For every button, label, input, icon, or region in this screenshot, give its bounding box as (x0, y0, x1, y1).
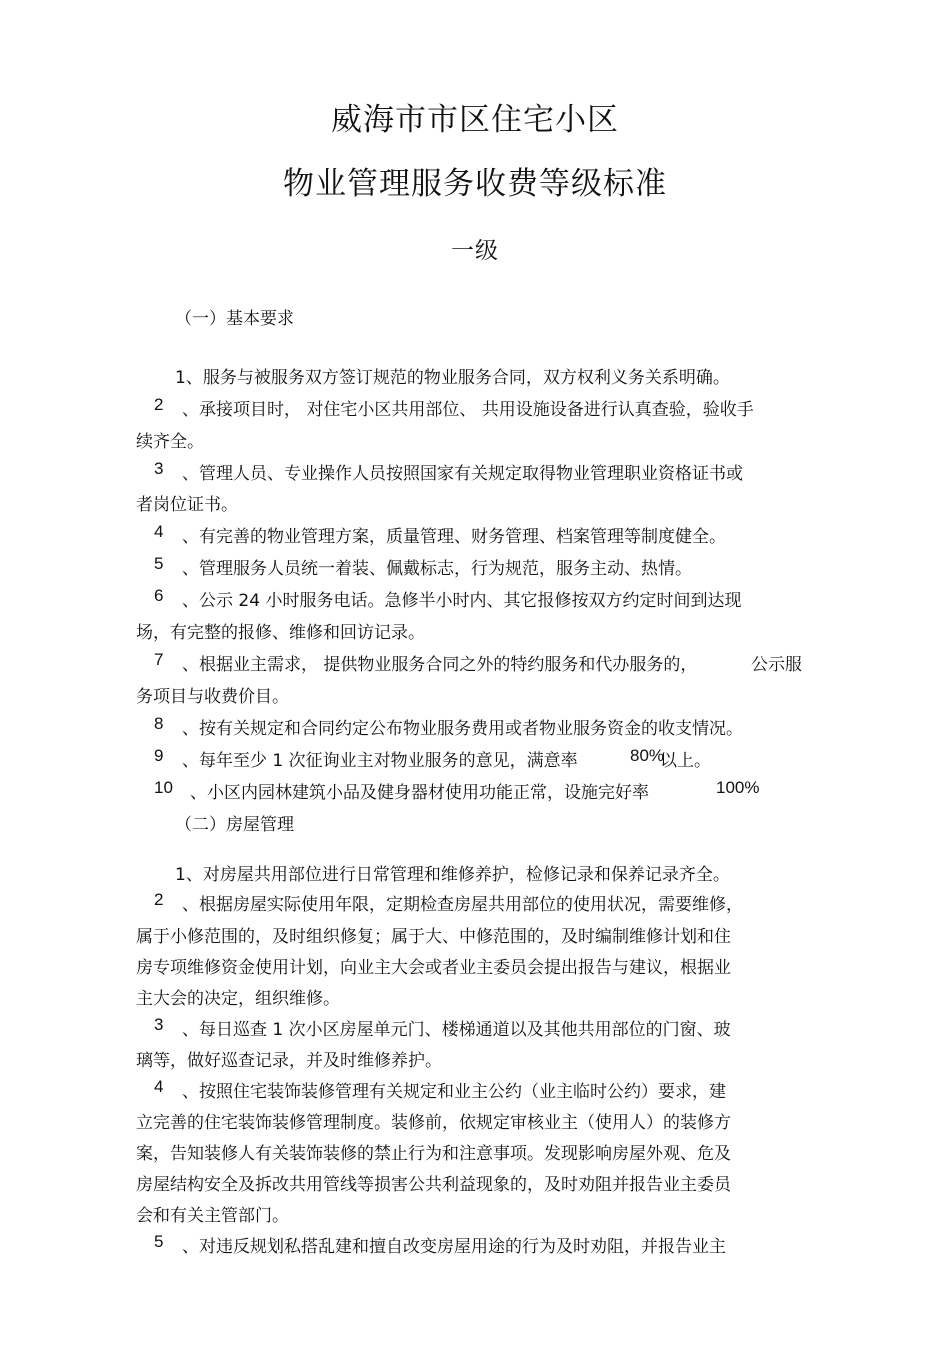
section1-heading: （一）基本要求 (175, 309, 294, 329)
s2-item-4-text-cont1: 立完善的住宅装饰装修管理制度。装修前，依规定审核业主（使用人）的装修方 (136, 1113, 731, 1133)
s2-item-2-text-cont3: 主大会的决定，组织维修。 (136, 989, 340, 1009)
s2-item-2-text-cont2: 房专项维修资金使用计划，向业主大会或者业主委员会提出报告与建议，根据业 (136, 958, 731, 978)
s1-item-2-number: 2 (154, 395, 164, 414)
s1-item-9-text-end: 以上。 (660, 751, 711, 771)
s2-item-1: 1、对房屋共用部位进行日常管理和维修养护，检修记录和保养记录齐全。 (175, 865, 730, 885)
s2-item-4-number: 4 (154, 1077, 164, 1096)
s2-item-3-text-cont: 璃等，做好巡查记录，并及时维修养护。 (136, 1051, 442, 1071)
s2-item-2-number: 2 (154, 890, 164, 909)
s1-item-6-number: 6 (154, 586, 164, 605)
s1-item-7-text-end: 公示服 (751, 655, 802, 675)
level-heading: 一级 (451, 238, 499, 264)
s1-item-6-text-cont: 场，有完整的报修、维修和回访记录。 (136, 623, 425, 643)
s1-item-4-text: 、有完善的物业管理方案，质量管理、财务管理、档案管理等制度健全。 (182, 527, 726, 547)
s1-item-9-text: 、每年至少 1 次征询业主对物业服务的意见，满意率 (182, 751, 578, 771)
s1-item-4-number: 4 (154, 522, 164, 541)
s1-item-10-number: 10 (154, 778, 173, 797)
s2-item-2-text-cont1: 属于小修范围的，及时组织修复；属于大、中修范围的，及时编制维修计划和住 (136, 927, 731, 947)
s1-item-7-number: 7 (154, 650, 164, 669)
s1-item-8-number: 8 (154, 714, 164, 733)
s2-item-5-text: 、对违反规划私搭乱建和擅自改变房屋用途的行为及时劝阻，并报告业主 (182, 1237, 726, 1257)
s2-item-4-text-cont4: 会和有关主管部门。 (136, 1206, 289, 1226)
section2-heading: （二）房屋管理 (175, 815, 294, 835)
s2-item-4-text-cont3: 房屋结构安全及拆改共用管线等损害公共利益现象的，及时劝阻并报告业主委员 (136, 1175, 731, 1195)
s2-item-4-text: 、按照住宅装饰装修管理有关规定和业主公约（业主临时公约）要求，建 (182, 1082, 726, 1102)
s1-item-2-text-cont: 续齐全。 (136, 432, 204, 452)
s1-item-9-number: 9 (154, 746, 164, 765)
s1-item-5-number: 5 (154, 554, 164, 573)
s2-item-2-text: 、根据房屋实际使用年限，定期检查房屋共用部位的使用状况，需要维修， (182, 895, 743, 915)
s2-item-3-text: 、每日巡查 1 次小区房屋单元门、楼梯通道以及其他共用部位的门窗、玻 (182, 1020, 731, 1040)
s1-item-5-text: 、管理服务人员统一着装、佩戴标志，行为规范，服务主动、热情。 (182, 559, 692, 579)
s1-item-6-text: 、公示 24 小时服务电话。急修半小时内、其它报修按双方约定时间到达现 (182, 591, 742, 611)
s2-item-3-number: 3 (154, 1015, 164, 1034)
s1-item-7-text: 、根据业主需求， 提供物业服务合同之外的特约服务和代办服务的， (182, 655, 698, 675)
s1-item-3-number: 3 (154, 459, 164, 478)
s1-item-3-text: 、管理人员、专业操作人员按照国家有关规定取得物业管理职业资格证书或 (182, 464, 743, 484)
s1-item-10-percent: 100% (716, 778, 760, 797)
s1-item-3-text-cont: 者岗位证书。 (136, 495, 238, 515)
s1-item-7-text-cont: 务项目与收费价目。 (136, 687, 289, 707)
s1-item-1: 1、服务与被服务双方签订规范的物业服务合同，双方权利义务关系明确。 (175, 368, 730, 388)
s1-item-2-text: 、承接项目时， 对住宅小区共用部位、 共用设施设备进行认真查验，验收手 (182, 400, 754, 420)
s1-item-10-text: 、小区内园林建筑小品及健身器材使用功能正常，设施完好率 (190, 783, 649, 803)
s1-item-8-text: 、按有关规定和合同约定公布物业服务费用或者物业服务资金的收支情况。 (182, 719, 743, 739)
document-title-line1: 威海市市区住宅小区 (331, 102, 619, 138)
s2-item-4-text-cont2: 案，告知装修人有关装饰装修的禁止行为和注意事项。发现影响房屋外观、危及 (136, 1144, 731, 1164)
document-title-line2: 物业管理服务收费等级标准 (283, 166, 667, 202)
s2-item-5-number: 5 (154, 1232, 164, 1251)
s1-item-9-percent: 80% (630, 746, 665, 765)
